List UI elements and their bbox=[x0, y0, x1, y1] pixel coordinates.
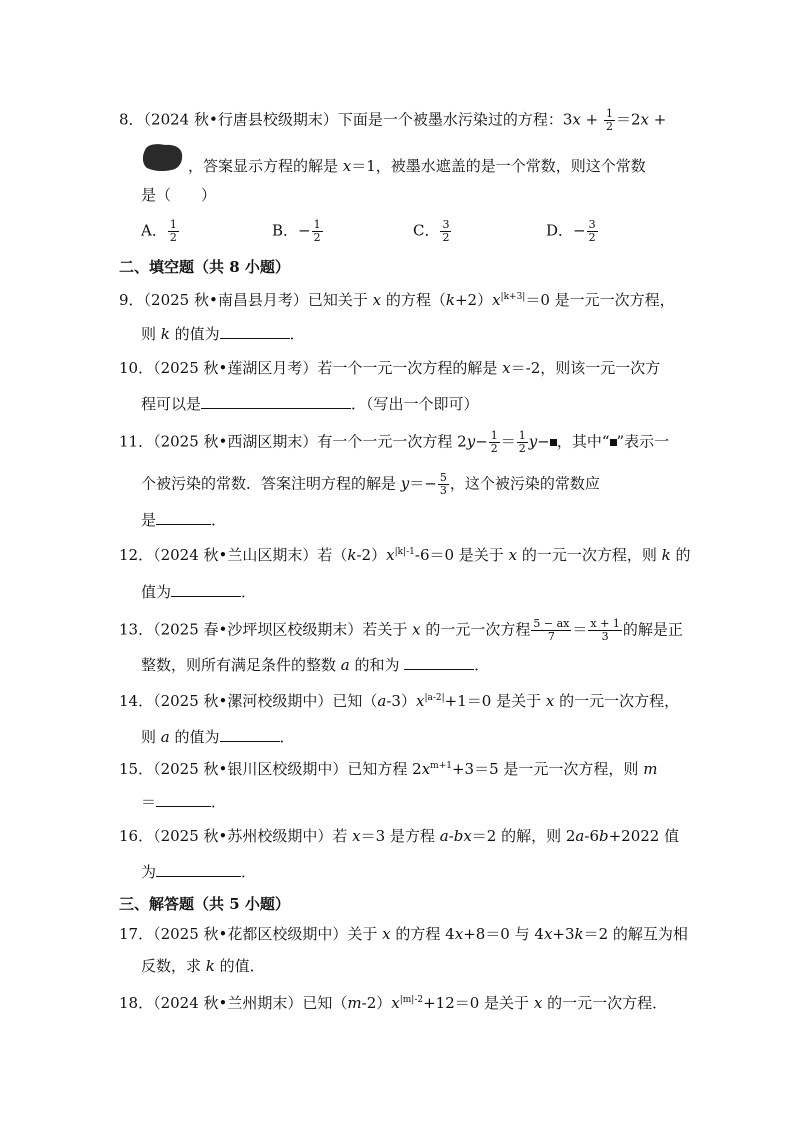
black-square-icon bbox=[610, 439, 617, 446]
answer-blank[interactable] bbox=[220, 726, 280, 742]
option-c[interactable]: C． $\frac{3}{2}$ bbox=[413, 218, 450, 244]
question-13-line2: 整数，则所有满足条件的整数 a 的和为 ． bbox=[141, 656, 490, 674]
question-16-line1: 16．（2025 秋•苏州校级期中）若 x＝3 是方程 a-bx＝2 的解，则 2a-6b+2022 值 bbox=[119, 827, 680, 845]
question-13-line1: 13．（2025 春•沙坪坝区校级期末）若关于 x 的一元一次方程 $\frac{5 - ax}{7}$ ＝ $\frac{x + 1}{3}$ 的解是正 bbox=[119, 617, 683, 643]
option-d[interactable]: D．− $\frac{3}{2}$ bbox=[546, 218, 596, 244]
question-10-line2: 程可以是 ．（写出一个即可） bbox=[141, 395, 479, 413]
question-17-line2: 反数，求 k 的值． bbox=[141, 957, 265, 975]
question-16-line2: 为 ． bbox=[141, 863, 257, 881]
black-square-icon bbox=[550, 439, 557, 446]
option-b[interactable]: B．− $\frac{1}{2}$ bbox=[272, 218, 321, 244]
answer-blank[interactable] bbox=[171, 581, 241, 597]
question-11-line1: 11．（2025 秋•西湖区期末）有一个一元一次方程 2y− $\frac{1}{2}$ ＝ $\frac{1}{2}$ y− ，其中“ ”表示一 bbox=[119, 429, 670, 455]
question-15-line1: 15．（2025 秋•银川区校级期中）已知方程 $2x^{m+1}+3=5$ 是一元一次方程，则 m bbox=[119, 760, 658, 778]
answer-blank[interactable] bbox=[220, 323, 290, 339]
question-12-line2: 值为 ． bbox=[141, 583, 257, 601]
answer-blank[interactable] bbox=[156, 791, 211, 807]
question-9-line1: 9．（2025 秋•南昌县月考）已知关于 x 的方程$(k+2)x^{|k+3|}=0$ 是一元一次方程， bbox=[119, 291, 675, 309]
question-15-line2: ＝ ． bbox=[141, 793, 227, 811]
answer-blank[interactable] bbox=[201, 393, 351, 409]
question-8-line3: 是（ ） bbox=[141, 186, 217, 204]
ink-blot-image bbox=[141, 142, 183, 172]
option-a[interactable]: A． $\frac{1}{2}$ bbox=[141, 218, 177, 244]
section-heading-answer: 三、解答题（共 5 小题） bbox=[119, 895, 290, 913]
question-11-line3: 是 ． bbox=[141, 511, 227, 529]
question-11-line2: 个被污染的常数．答案注明方程的解是 y＝− $\frac{5}{3}$ ，这个被污染的常数应 bbox=[141, 471, 600, 497]
question-8-line2: ，答案显示方程的解是 x＝1，被墨水遮盖的是一个常数，则这个常数 bbox=[188, 157, 646, 175]
section-heading-fill-in: 二、填空题（共 8 小题） bbox=[119, 258, 290, 276]
question-18-line1: 18．（2024 秋•兰州期末）已知$(m-2)x^{|m|-2}+12=0$ 是关于 x 的一元一次方程． bbox=[119, 994, 668, 1012]
question-14-line2: 则 a 的值为 ． bbox=[141, 728, 295, 746]
question-10-line1: 10．（2025 秋•莲湖区月考）若一个一元一次方程的解是 x＝-2，则该一元一次方 bbox=[119, 359, 661, 377]
question-17-line1: 17．（2025 秋•花都区校级期中）关于 x 的方程 4x+8＝0 与 4x+3k＝2 的解互为相 bbox=[119, 925, 688, 943]
answer-blank[interactable] bbox=[156, 861, 241, 877]
fraction: $\frac{1}{2}$ bbox=[605, 107, 613, 133]
question-8-line1: 8．（2024 秋•行唐县校级期末）下面是一个被墨水污染过的方程：3x + $\frac{1}{2}$ ＝2x + bbox=[119, 107, 667, 133]
answer-blank[interactable] bbox=[404, 654, 474, 670]
question-14-line1: 14．（2025 秋•漯河校级期中）已知$(a-3)x^{|a-2|}+1=0$ 是关于 x 的一元一次方程， bbox=[119, 692, 680, 710]
question-12-line1: 12．（2024 秋•兰山区期末）若$(k-2)x^{|k|-1}-6=0$ 是关于 x 的一元一次方程，则 k 的 bbox=[119, 546, 691, 564]
answer-blank[interactable] bbox=[156, 509, 211, 525]
question-9-line2: 则 k 的值为 ． bbox=[141, 325, 305, 343]
